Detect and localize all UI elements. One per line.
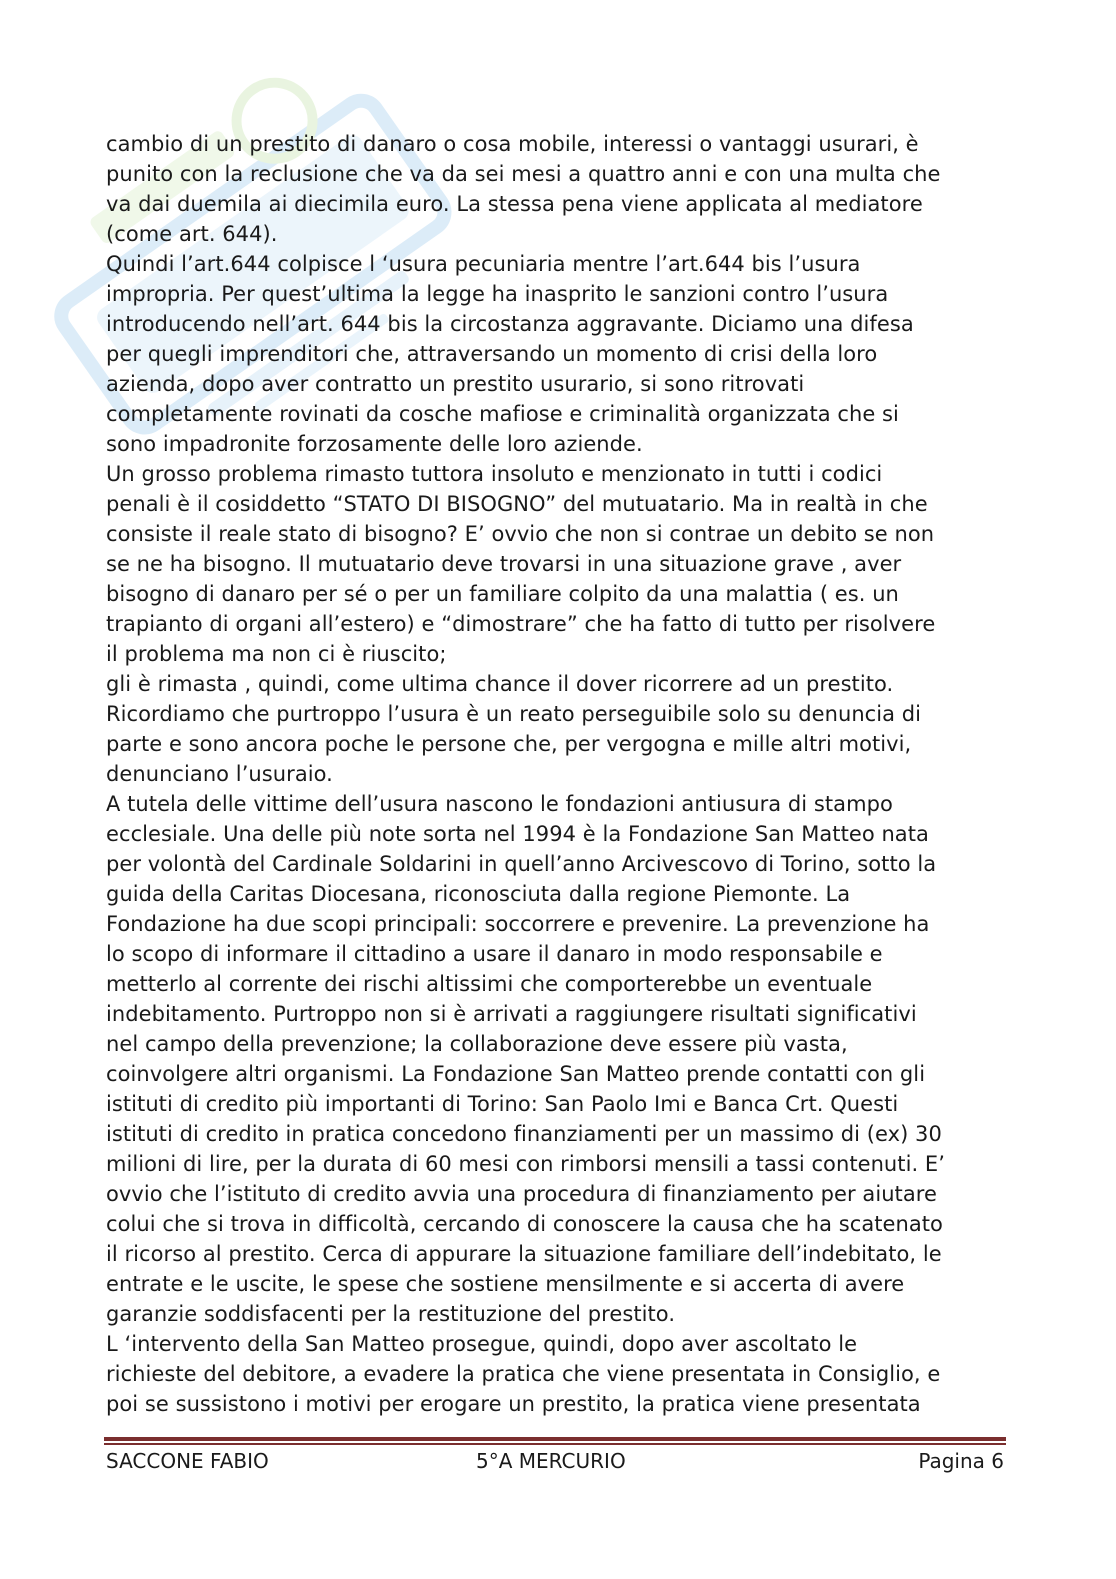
text-line: parte e sono ancora poche le persone che, per vergogna e mille altri motivi, xyxy=(106,732,912,756)
footer-page-number: Pagina 6 xyxy=(918,1449,1004,1473)
text-line: coinvolgere altri organismi. La Fondazione San Matteo prende contatti con gli xyxy=(106,1062,926,1086)
text-line: bisogno di danaro per sé o per un familiare colpito da una malattia ( es. un xyxy=(106,582,899,606)
body-text xyxy=(106,129,1016,1419)
text-line: va dai duemila ai diecimila euro. La stessa pena viene applicata al mediatore xyxy=(106,192,923,216)
text-line: completamente rovinati da cosche mafiose e criminalità organizzata che si xyxy=(106,402,899,426)
text-line: milioni di lire, per la durata di 60 mesi con rimborsi mensili a tassi contenuti. E’ xyxy=(106,1152,945,1176)
text-line: penali è il cosiddetto “STATO DI BISOGNO” del mutuatario. Ma in realtà in che xyxy=(106,492,928,516)
footer-rule-thick xyxy=(104,1437,1006,1441)
text-line: entrate e le uscite, le spese che sostiene mensilmente e si accerta di avere xyxy=(106,1272,905,1296)
text-line: indebitamento. Purtroppo non si è arrivati a raggiungere risultati significativi xyxy=(106,1002,917,1026)
footer-author: SACCONE FABIO xyxy=(106,1449,269,1473)
text-line: gli è rimasta , quindi, come ultima chance il dover ricorrere ad un prestito. xyxy=(106,672,894,696)
text-line: punito con la reclusione che va da sei mesi a quattro anni e con una multa che xyxy=(106,162,941,186)
text-line: Quindi l’art.644 colpisce l ‘usura pecuniaria mentre l’art.644 bis l’usura xyxy=(106,252,861,276)
text-line: trapianto di organi all’estero) e “dimostrare” che ha fatto di tutto per risolvere xyxy=(106,612,936,636)
text-line: Un grosso problema rimasto tuttora insoluto e menzionato in tutti i codici xyxy=(106,462,883,486)
text-line: sono impadronite forzosamente delle loro aziende. xyxy=(106,432,643,456)
text-line: ecclesiale. Una delle più note sorta nel 1994 è la Fondazione San Matteo nata xyxy=(106,822,929,846)
footer-rule-thin xyxy=(104,1443,1006,1445)
text-line: garanzie soddisfacenti per la restituzione del prestito. xyxy=(106,1302,676,1326)
text-line: istituti di credito in pratica concedono finanziamenti per un massimo di (ex) 30 xyxy=(106,1122,942,1146)
text-line: per volontà del Cardinale Soldarini in quell’anno Arcivescovo di Torino, sotto la xyxy=(106,852,937,876)
footer-class: 5°A MERCURIO xyxy=(476,1449,626,1473)
text-line: (come art. 644). xyxy=(106,222,278,246)
text-line: denunciano l’usuraio. xyxy=(106,762,333,786)
text-line: A tutela delle vittime dell’usura nascono le fondazioni antiusura di stampo xyxy=(106,792,893,816)
text-line: il ricorso al prestito. Cerca di appurare la situazione familiare dell’indebitato, le xyxy=(106,1242,942,1266)
text-line: se ne ha bisogno. Il mutuatario deve trovarsi in una situazione grave , aver xyxy=(106,552,902,576)
text-line: Fondazione ha due scopi principali: soccorrere e prevenire. La prevenzione ha xyxy=(106,912,930,936)
text-line: ovvio che l’istituto di credito avvia una procedura di finanziamento per aiutare xyxy=(106,1182,937,1206)
text-line: per quegli imprenditori che, attraversando un momento di crisi della loro xyxy=(106,342,878,366)
text-line: consiste il reale stato di bisogno? E’ ovvio che non si contrae un debito se non xyxy=(106,522,935,546)
text-line: colui che si trova in difficoltà, cercando di conoscere la causa che ha scatenato xyxy=(106,1212,943,1236)
text-line: lo scopo di informare il cittadino a usare il danaro in modo responsabile e xyxy=(106,942,883,966)
text-line: impropria. Per quest’ultima la legge ha inasprito le sanzioni contro l’usura xyxy=(106,282,889,306)
text-line: guida della Caritas Diocesana, riconosciuta dalla regione Piemonte. La xyxy=(106,882,851,906)
text-line: il problema ma non ci è riuscito; xyxy=(106,642,447,666)
text-line: nel campo della prevenzione; la collaborazione deve essere più vasta, xyxy=(106,1032,848,1056)
text-line: poi se sussistono i motivi per erogare un prestito, la pratica viene presentata xyxy=(106,1392,921,1416)
text-line: richieste del debitore, a evadere la pratica che viene presentata in Consiglio, e xyxy=(106,1362,941,1386)
text-line: introducendo nell’art. 644 bis la circostanza aggravante. Diciamo una difesa xyxy=(106,312,914,336)
text-line: Ricordiamo che purtroppo l’usura è un reato perseguibile solo su denuncia di xyxy=(106,702,922,726)
text-line: metterlo al corrente dei rischi altissimi che comporterebbe un eventuale xyxy=(106,972,873,996)
text-line: istituti di credito più importanti di Torino: San Paolo Imi e Banca Crt. Questi xyxy=(106,1092,899,1116)
page-footer xyxy=(106,1449,1004,1477)
text-line: cambio di un prestito di danaro o cosa mobile, interessi o vantaggi usurari, è xyxy=(106,132,919,156)
text-line: L ‘intervento della San Matteo prosegue, quindi, dopo aver ascoltato le xyxy=(106,1332,858,1356)
text-line: azienda, dopo aver contratto un prestito usurario, si sono ritrovati xyxy=(106,372,805,396)
